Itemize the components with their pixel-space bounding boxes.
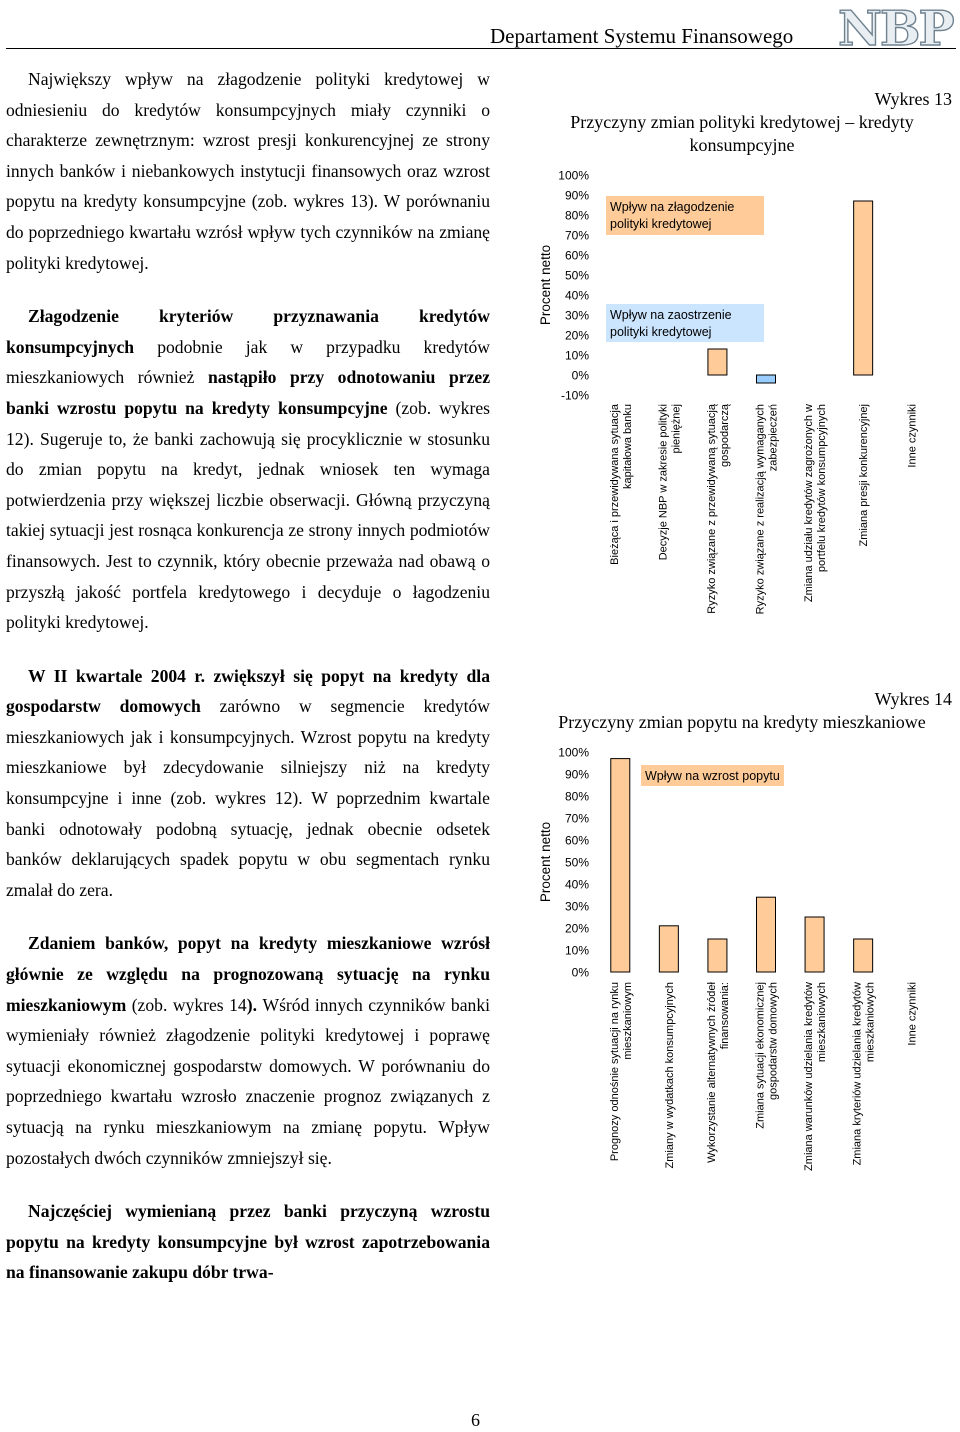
chart13-y-tick-label: 0% [571, 368, 589, 383]
chart14 [528, 740, 948, 1210]
chart13-bar [708, 349, 727, 375]
chart14-y-axis-label: Procent netto [538, 821, 553, 903]
chart13-y-tick-label: 50% [564, 268, 589, 283]
chart13-y-tick-label: 10% [564, 348, 589, 363]
chart13-annotation-text: Wpływ na zaostrzenie polityki kredytowej [610, 308, 732, 339]
chart14-y-tick-label: 60% [564, 833, 589, 848]
chart13-category-label: Ryzyko związane z przewidywaną sytuacjągospodarczą [705, 404, 731, 614]
paragraph-5: Najczęściej wymienianą przez banki przyczyną wzrostu popytu na kredyty konsumpcyjne był wzrost zapotrzebowania na finansowanie zakupu dóbr trwa- [6, 1201, 490, 1283]
header-rule [6, 48, 956, 49]
chart13-number: Wykres 13 [874, 89, 952, 109]
chart14-category-label: Inne czynniki [906, 982, 919, 1046]
chart13-category-label: Decyzje NBP w zakresie politykipieniężnej [657, 404, 683, 561]
chart13-y-tick-label: 100% [558, 168, 589, 183]
chart13-annotation [606, 196, 764, 235]
chart14-bar [611, 759, 630, 972]
chart14-annotation-text: Wpływ na wzrost popytu [645, 769, 780, 783]
department-name: Departament Systemu Finansowego [490, 24, 794, 48]
chart13-title: Przyczyny zmian polityki kredytowej – kredyty konsumpcyjne [570, 112, 914, 155]
paragraph-3: W II kwartale 2004 r. zwiększył się popyt na kredyty dla gospodarstw domowych zarówno w segmencie kredytów mieszkaniowych jak i konsumpcyjnych. Wzrost popytu na kredyty mieszkaniowe był zdecydowanie silniejszy niż na kredyty konsumpcyjne i inne (zob. wykres 12). W poprzednim kwartale banki odnotowały podobną sytuację, jednak obecnie odsetek banków deklarujących spadek popytu w obu segmentach rynku zmalał do zera. [6, 665, 490, 900]
page-number: 6 [471, 1410, 480, 1430]
chart13-y-axis-label: Procent netto [538, 244, 553, 326]
chart14-bar [757, 897, 776, 972]
chart13-category-label: Inne czynniki [906, 404, 919, 468]
chart14-category-label: Prognozy odnośnie sytuacji na rynkumieszkaniowym [608, 982, 634, 1162]
chart13-y-tick-label: 80% [564, 208, 589, 223]
chart14-bar [805, 917, 824, 972]
chart14-y-tick-label: 50% [564, 855, 589, 870]
chart13-y-tick-label: 40% [564, 288, 589, 303]
chart14-heading [532, 688, 952, 734]
nbp-logo [836, 2, 954, 52]
chart13-annotation [606, 304, 764, 342]
paragraph-1: Największy wpływ na złagodzenie polityki kredytowej w odniesieniu do kredytów konsumpcyjnych miały czynniki o charakterze zewnętrznym: wzrost presji konkurencyjnej ze strony innych banków i niebankowych instytucji finansowych oraz wzrost popytu na kredyty konsumpcyjne (zob. wykres 13). W porównaniu do poprzedniego kwartału wzrósł wpływ tych czynników na zmianę polityki kredytowej. [6, 69, 490, 273]
chart13 [528, 160, 948, 680]
paragraph-4: Zdaniem banków, popyt na kredyty mieszkaniowe wzrósł głównie ze względu na prognozowaną sytuację na rynku mieszkaniowym (zob. wykres 14). Wśród innych czynników banki wymieniały również złagodzenie polityki kredytowej i poprawę sytuacji ekonomicznej gospodarstw domowych. W porównaniu do poprzedniego kwartału wzrosło znaczenie prognoz związanych z sytuacją na rynku mieszkaniowym na zmianę popytu. Wpływ pozostałych dwóch czynników zmniejszył się. [6, 933, 491, 1168]
chart14-y-tick-label: 30% [564, 899, 589, 914]
chart14-category-label: Zmiana kryteriów udzielania kredytówmieszkaniowych [851, 982, 877, 1166]
chart13-category-label: Bieżąca i przewidywana sytuacjakapitałowa banku [608, 404, 634, 565]
chart13-bar [854, 201, 873, 375]
chart13-bar [757, 375, 776, 383]
chart14-bar [854, 939, 873, 972]
chart14-category-label: Zmiana sytuacji ekonomicznejgospodarstw domowych [754, 982, 780, 1129]
chart14-y-tick-label: 0% [571, 965, 589, 980]
text-column [6, 64, 490, 1311]
chart13-y-tick-label: 60% [564, 248, 589, 263]
chart13-heading [532, 88, 952, 157]
chart14-y-tick-label: 80% [564, 789, 589, 804]
chart13-y-tick-label: -10% [560, 388, 589, 403]
paragraph-2: Złagodzenie kryteriów przyznawania kredytów konsumpcyjnych podobnie jak w przypadku kredytów mieszkaniowych również nastąpiło przy odnotowaniu przez banki wzrostu popytu na kredyty konsumpcyjne (zob. wykres 12). Sugeruje to, że banki zachowują się procyklicznie w stosunku do zmian popytu na kredyt, jednak wniosek ten wymaga potwierdzenia przy większej liczbie obserwacji. Główną przyczyną takiej sytuacji jest rosnąca konkurencja ze strony innych podmiotów finansowych. Jest to czynnik, który obecnie przeważa nad obawą o przyszłą jakość portfela kredytowego i decyduje o łagodzeniu polityki kredytowej. [6, 306, 490, 633]
chart13-category-label: Zmiana udziału kredytów zagrożonych wportfelu kredytów konsumpcyjnych [803, 404, 829, 603]
chart14-y-tick-label: 70% [564, 811, 589, 826]
chart14-y-tick-label: 10% [564, 943, 589, 958]
chart14-number: Wykres 14 [874, 689, 952, 709]
chart14-annotation [641, 765, 784, 786]
chart14-bar [659, 926, 678, 972]
chart13-y-tick-label: 20% [564, 328, 589, 343]
chart14-category-label: Wykorzystanie alternatywnych źródełfinansowania: [705, 982, 731, 1163]
chart14-title: Przyczyny zmian popytu na kredyty mieszkaniowe [558, 712, 926, 732]
chart14-y-tick-label: 20% [564, 921, 589, 936]
chart13-y-tick-label: 70% [564, 228, 589, 243]
chart13-y-tick-label: 30% [564, 308, 589, 323]
chart14-bar [708, 939, 727, 972]
chart13-y-tick-label: 90% [564, 188, 589, 203]
chart14-category-label: Zmiana warunków udzielania kredytówmieszkaniowych [803, 982, 829, 1171]
chart14-y-tick-label: 90% [564, 767, 589, 782]
chart13-category-label: Ryzyko związane z realizacją wymaganychzabezpieczeń [754, 404, 780, 615]
chart14-category-label: Zmiany w wydatkach konsumpcyjnych [663, 982, 676, 1169]
chart13-category-label: Zmiana presji konkurencyjnej [858, 404, 871, 547]
chart14-y-tick-label: 40% [564, 877, 589, 892]
chart14-y-tick-label: 100% [558, 745, 589, 760]
logo-text: NBP [838, 2, 953, 52]
chart13-annotation-text: Wpływ na złagodzenie polityki kredytowej [610, 200, 735, 231]
